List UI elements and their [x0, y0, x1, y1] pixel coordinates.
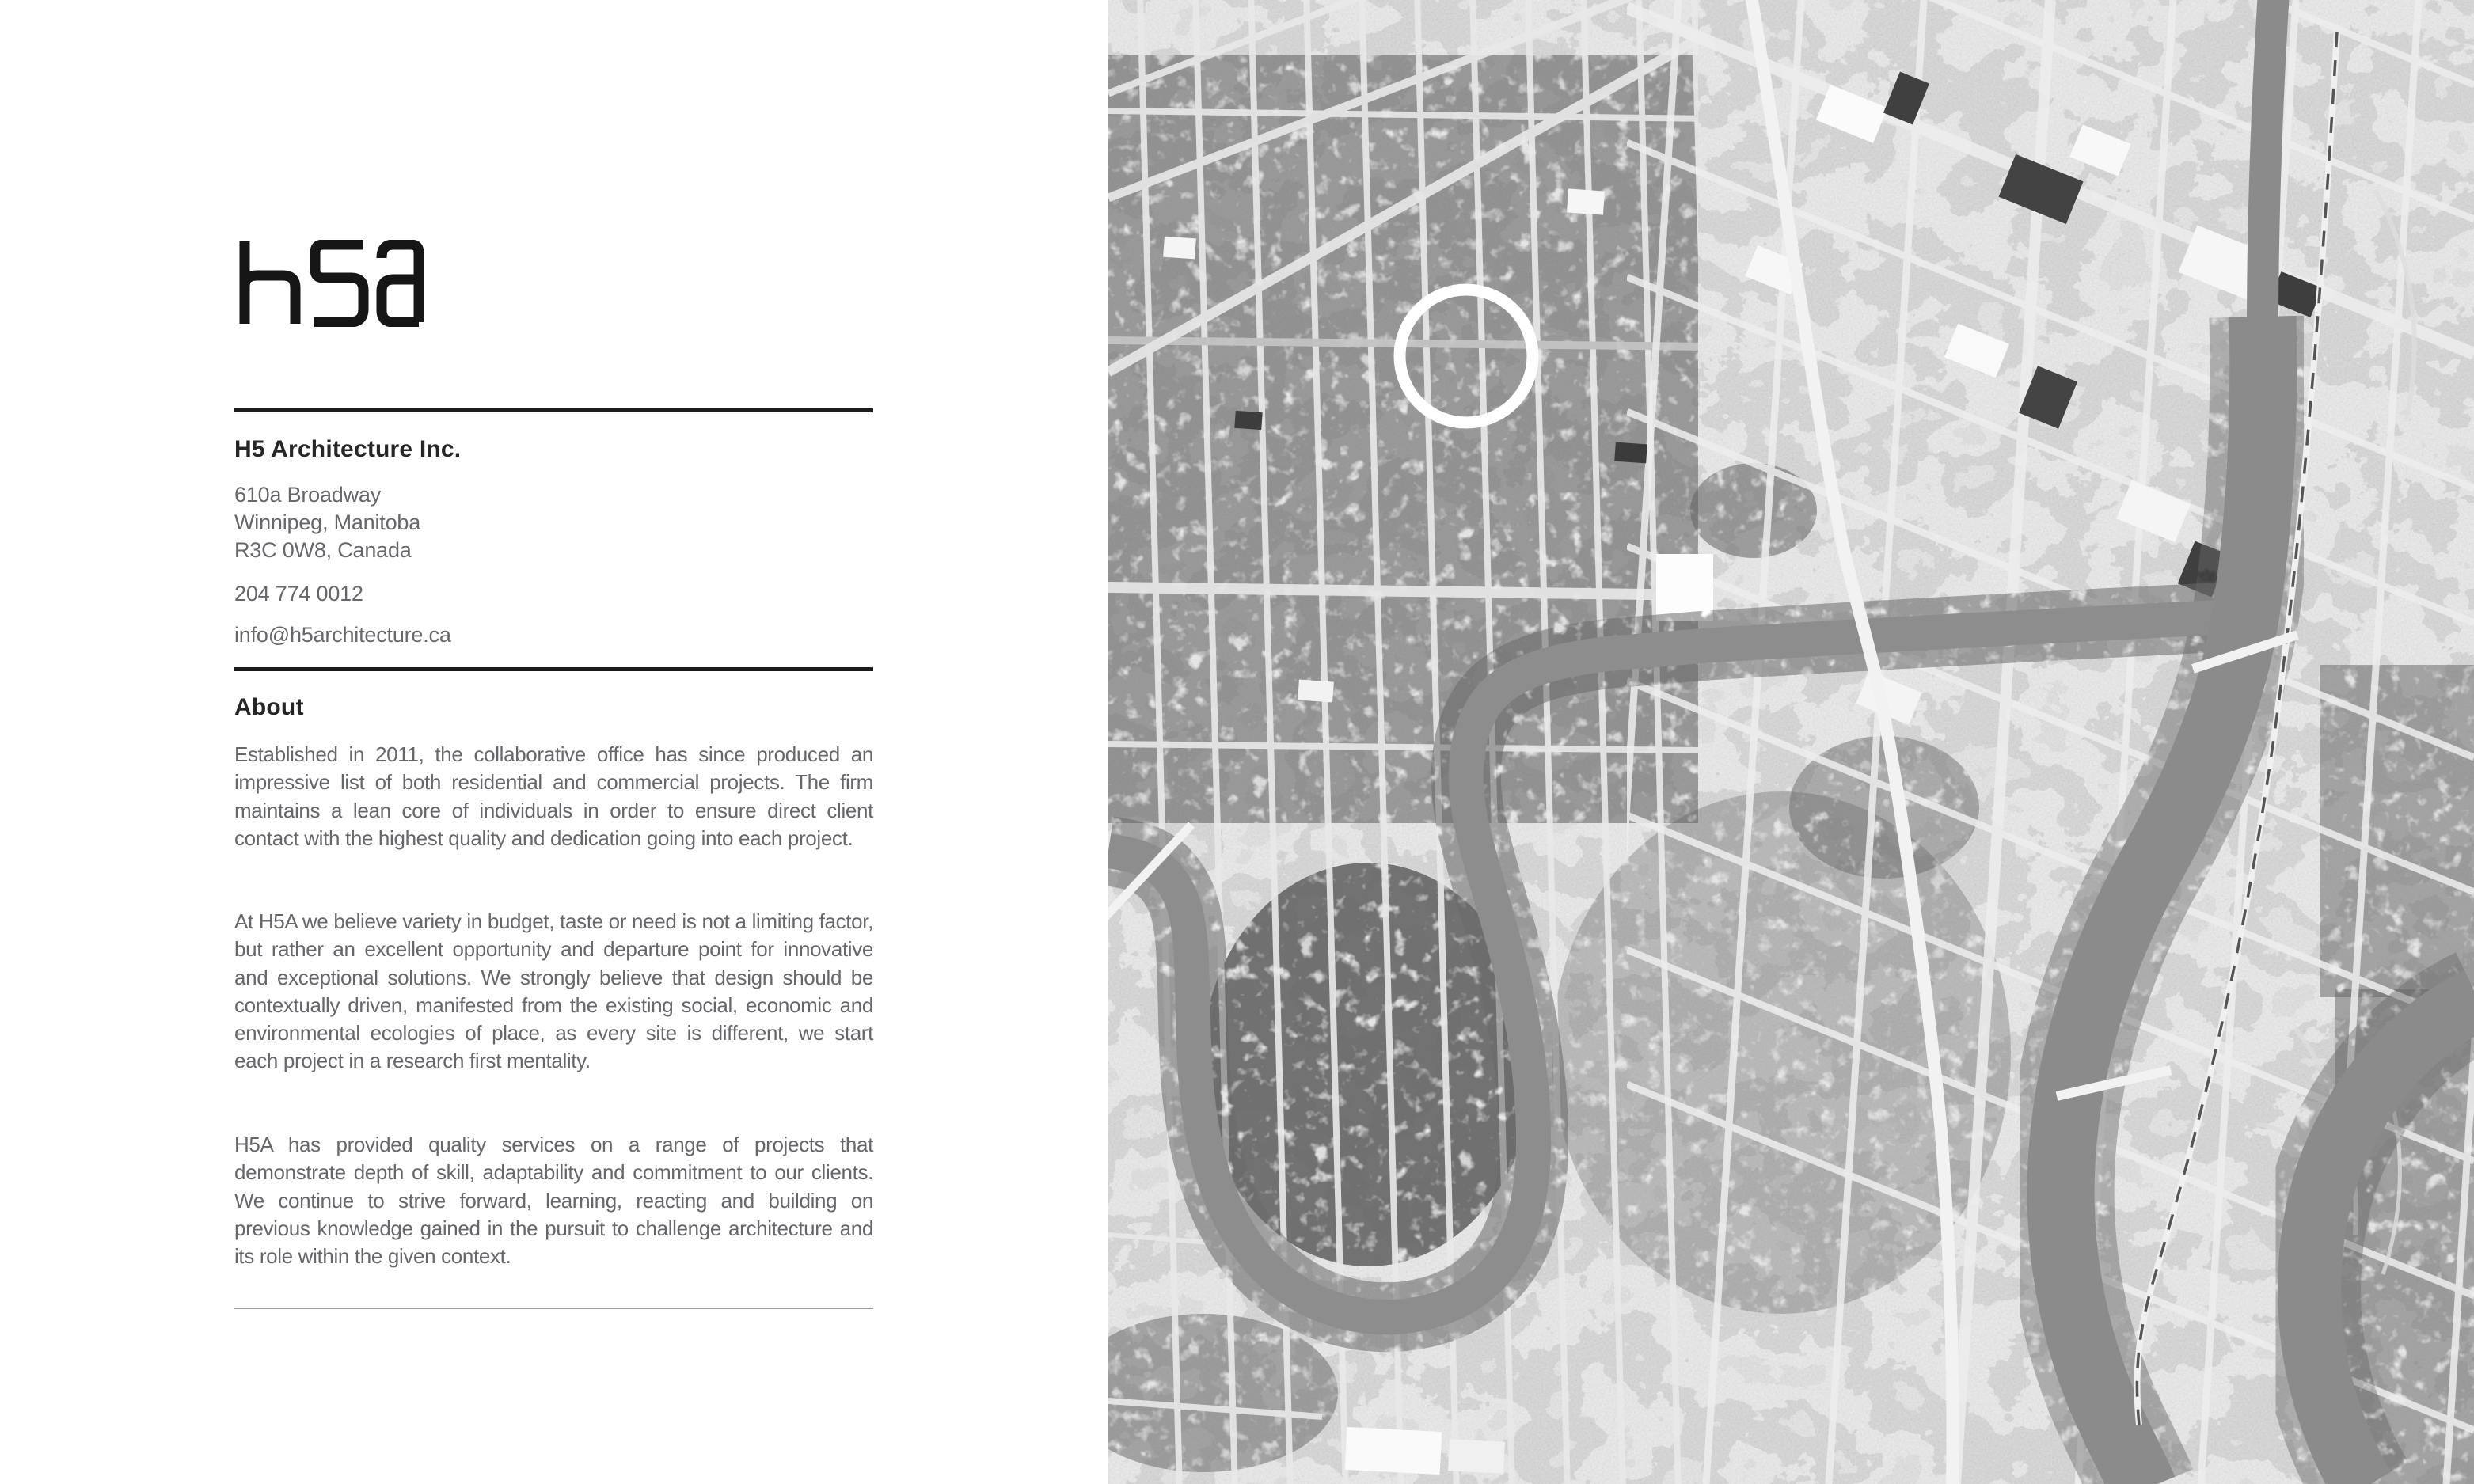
river-red-north	[2263, 0, 2274, 332]
satellite-map-art	[1108, 0, 2474, 1484]
h5a-logo[interactable]	[234, 240, 428, 327]
about-heading: About	[234, 694, 304, 720]
email-link[interactable]: info@h5architecture.ca	[234, 623, 451, 647]
address-line-street: 610a Broadway	[234, 483, 382, 507]
address-line-city: Winnipeg, Manitoba	[234, 510, 421, 534]
info-column	[234, 0, 873, 1484]
company-name: H5 Architecture Inc.	[234, 436, 462, 462]
logo-letter-a	[382, 245, 419, 322]
divider-rule-top	[234, 408, 873, 412]
about-paragraph-3: H5A has provided quality services on a range of projects that demonstrate depth of skill, adaptability and commitment to our clients. We continue to strive forward, learning, reacting and building on previous knowledge gained in the pursuit to challenge architecture and its role within the given context.	[234, 1133, 873, 1269]
divider-rule-bottom	[234, 1308, 873, 1309]
logo-letter-5	[314, 245, 363, 322]
h5a-logo-glyphs	[234, 240, 428, 327]
address-block	[234, 481, 873, 564]
phone-number: 204 774 0012	[234, 582, 363, 605]
info-panel	[0, 0, 1108, 1484]
about-paragraph-2: At H5A we believe variety in budget, taste or need is not a limiting factor, but rather an excellent opportunity and departure point for innovative and exceptional solutions. We strongly believe that design should be contextually driven, manifested from the existing social, economic and environmental ecologies of place, as every site is different, we start each project in a research first mentality.	[234, 909, 873, 1073]
logo-letter-h	[245, 241, 295, 324]
about-paragraph-1: Established in 2011, the collaborative office has since produced an impressive list of both residential and commercial projects. The firm maintains a lean core of individuals in order to ensure direct client contact with the highest quality and dedication going into each project.	[234, 742, 873, 850]
satellite-map	[1108, 0, 2474, 1484]
address-line-postal: R3C 0W8, Canada	[234, 538, 412, 562]
divider-rule-middle	[234, 667, 873, 671]
legislature-building	[1656, 554, 1713, 621]
